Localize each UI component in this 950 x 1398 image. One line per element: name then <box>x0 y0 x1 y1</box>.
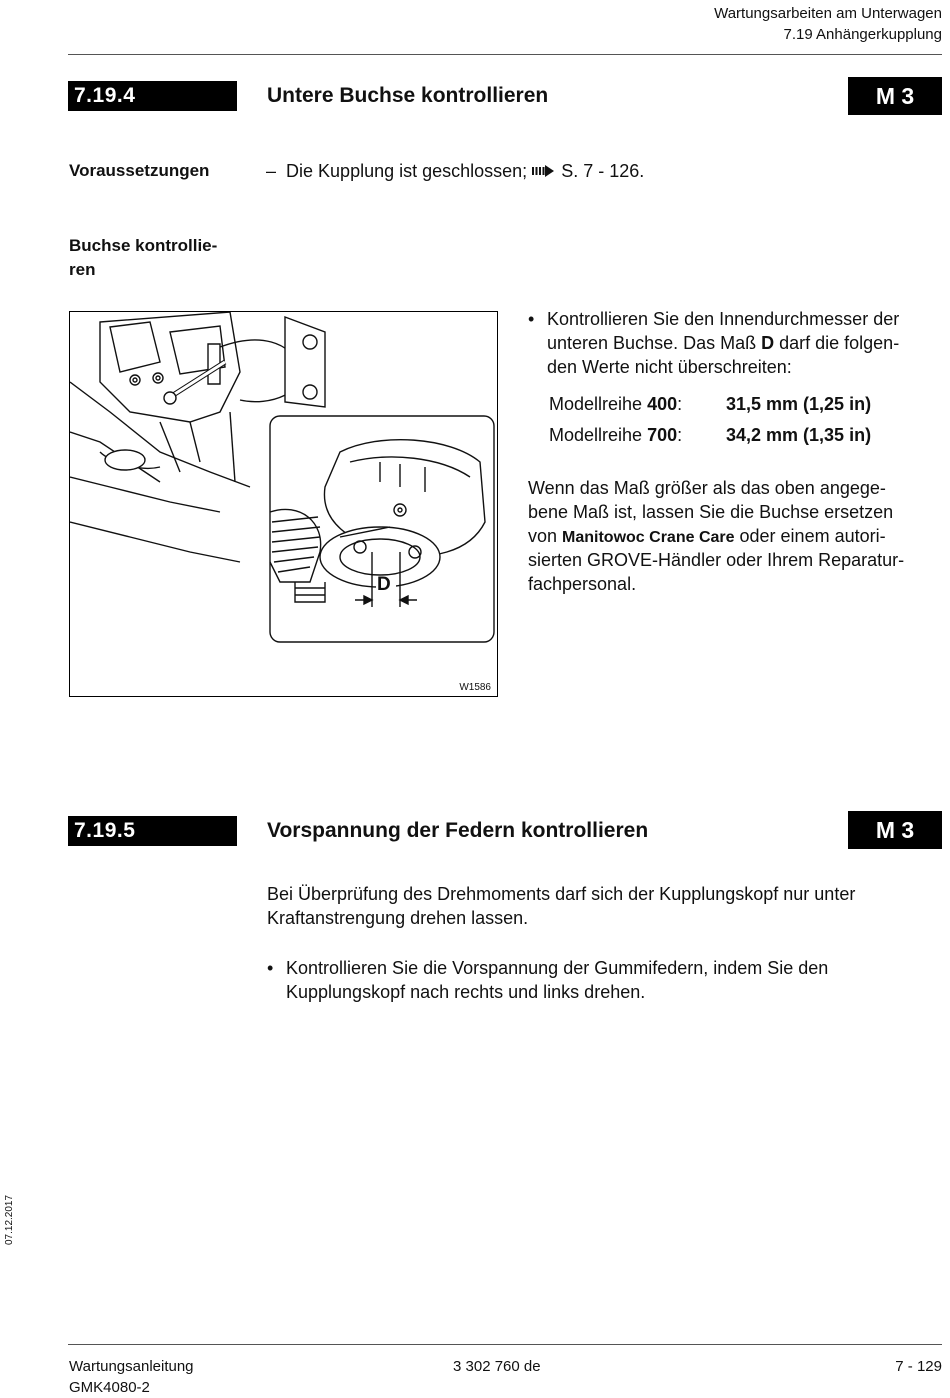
brand-name: Manitowoc Crane Care <box>562 529 735 546</box>
prereq-dash: – <box>266 161 277 181</box>
section-title-2: Vorspannung der Federn kontrollieren <box>267 819 649 842</box>
spring-bullet-line2: Kupplungskopf nach rechts und links drehen. <box>286 982 646 1002</box>
side-date: 07.12.2017 <box>4 1194 15 1245</box>
bullet-line-2 <box>547 331 899 355</box>
figure-code: W1586 <box>459 682 491 693</box>
model-row-value: 34,2 mm (1,35 in) <box>726 425 872 445</box>
info-paragraph-line3-suffix: oder einem autori- <box>734 526 886 546</box>
model-number: 400 <box>647 394 678 414</box>
footer-doc-number: 3 302 760 de <box>453 1358 541 1375</box>
info-paragraph-line3-prefix: von <box>528 526 563 546</box>
model-row-value: 31,5 mm (1,25 in) <box>726 394 872 414</box>
prereq-text: Die Kupplung ist geschlossen; <box>286 161 528 181</box>
prereq-reference: S. 7 - 126. <box>561 161 645 181</box>
info-paragraph-line4: sierten GROVE-Händler oder Ihrem Reparatur- <box>528 550 905 570</box>
bullet-line-2-part-a: unteren Buchse. Das Maß <box>547 333 762 353</box>
model-label-prefix: Modellreihe <box>549 425 648 445</box>
reference-arrow-icon <box>532 164 556 178</box>
footer-model: GMK4080-2 <box>69 1379 150 1396</box>
bullet-marker-2: • <box>267 958 274 978</box>
dimension-d-emphasis: D <box>761 333 775 353</box>
model-number: 700 <box>647 425 678 445</box>
model-row-label <box>549 425 682 445</box>
model-label-prefix: Modellreihe <box>549 394 648 414</box>
bullet-line-1: Kontrollieren Sie den Innendurchmesser der <box>547 309 900 329</box>
info-paragraph-line2: bene Maß ist, lassen Sie die Buchse ersetzen <box>528 502 894 522</box>
spring-bullet-line1: Kontrollieren Sie die Vorspannung der Gummifedern, indem Sie den <box>286 958 829 978</box>
bushing-figure <box>69 311 498 697</box>
model-label-colon: : <box>677 394 683 414</box>
bullet-marker-1: • <box>528 309 535 329</box>
model-row-700 <box>549 423 872 447</box>
torque-paragraph-line1: Bei Überprüfung des Drehmoments darf sich der Kupplungskopf nur unter <box>267 884 856 904</box>
bullet-line-3: den Werte nicht überschreiten: <box>547 357 792 377</box>
header-subtitle: 7.19 Anhängerkupplung <box>783 26 942 43</box>
bullet-line-2-part-c: darf die folgen- <box>774 333 900 353</box>
check-label-line2: ren <box>69 260 96 279</box>
section-title-1: Untere Buchse kontrollieren <box>267 84 549 107</box>
footer-doc-title: Wartungsanleitung <box>69 1358 194 1375</box>
model-label-colon: : <box>677 425 683 445</box>
section-number-2: 7.19.5 <box>68 816 237 846</box>
footer-rule <box>68 1344 942 1345</box>
figure-dimension-label: D <box>377 574 391 595</box>
prereq-label: Voraussetzungen <box>69 161 210 180</box>
footer-page-number: 7 - 129 <box>895 1358 942 1375</box>
model-row-400 <box>549 392 872 416</box>
info-paragraph-line5: fachpersonal. <box>528 574 637 594</box>
check-label-line1: Buchse kontrollie- <box>69 236 218 255</box>
model-row-label <box>549 394 682 414</box>
prereq-line <box>266 159 644 183</box>
maintenance-badge-2: M 3 <box>848 811 942 849</box>
info-paragraph-line1: Wenn das Maß größer als das oben angege- <box>528 478 886 498</box>
torque-paragraph-line2: Kraftanstrengung drehen lassen. <box>267 908 529 928</box>
trailer-coupling-drawing <box>70 312 498 697</box>
maintenance-badge-1: M 3 <box>848 77 942 115</box>
header-title: Wartungsarbeiten am Unterwagen <box>714 5 942 22</box>
info-paragraph-line3 <box>528 524 886 550</box>
header-rule <box>68 54 942 55</box>
section-number-1: 7.19.4 <box>68 81 237 111</box>
